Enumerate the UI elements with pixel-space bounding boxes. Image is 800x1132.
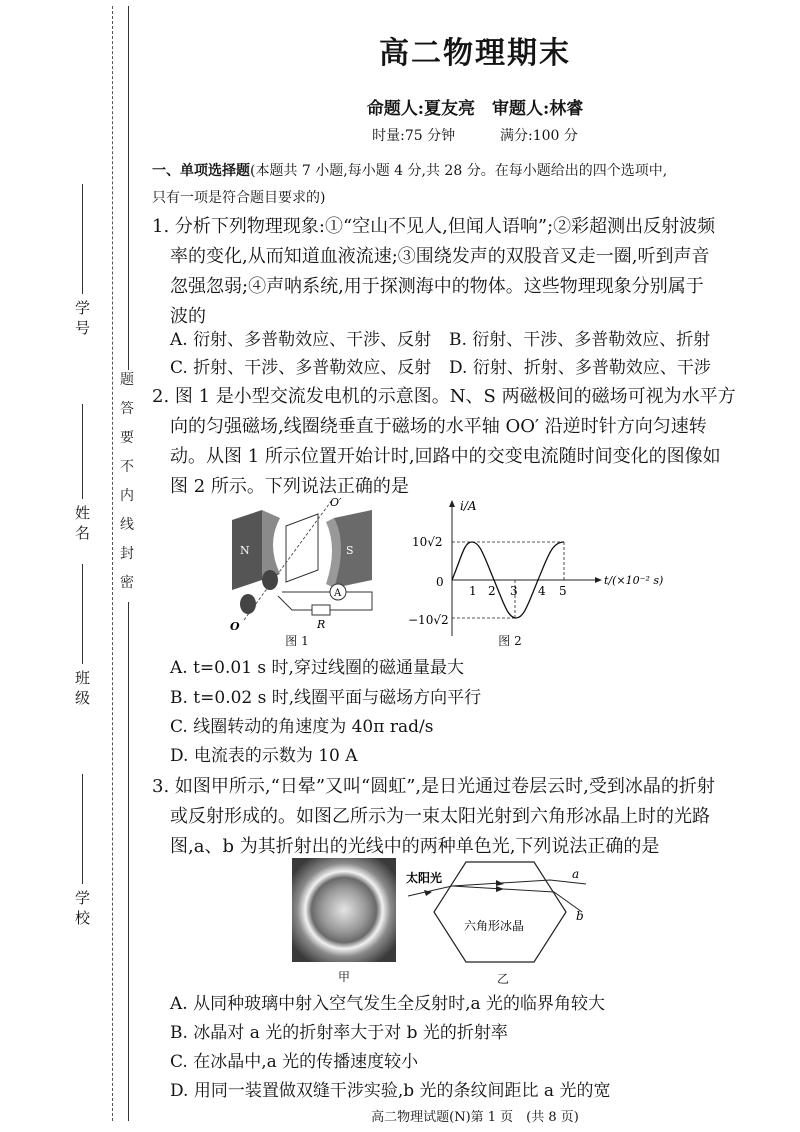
- exam-meta: [150, 125, 800, 145]
- q1-option-c[interactable]: C. 折射、干涉、多普勒效应、反射: [170, 358, 432, 378]
- sunlight-label: 太阳光: [406, 871, 443, 885]
- y-axis-label: i/A: [460, 499, 477, 513]
- q3-option-d[interactable]: D. 用同一装置做双缝干涉实验,b 光的条纹间距比 a 光的宽: [170, 1081, 611, 1101]
- q3-option-c[interactable]: C. 在冰晶中,a 光的传播速度较小: [170, 1052, 419, 1072]
- generator-figure: [222, 492, 382, 642]
- fig2-caption: 图 2: [498, 634, 522, 648]
- section-header: [152, 158, 732, 212]
- x-axis-label: t/(×10⁻² s): [604, 574, 664, 587]
- seal-text: [117, 370, 137, 602]
- fig-jia-caption: 甲: [337, 970, 350, 984]
- x-tick: 4: [538, 584, 546, 598]
- ray-arrow: [496, 886, 504, 892]
- current-graph: [408, 498, 670, 638]
- s-label: S: [346, 544, 354, 557]
- ray-b: [452, 886, 582, 912]
- o-prime-label: O′: [330, 496, 342, 509]
- q1-option-a[interactable]: A. 衍射、多普勒效应、干涉、反射: [170, 330, 432, 350]
- q1-option-d[interactable]: D. 衍射、折射、多普勒效应、干涉: [449, 358, 711, 378]
- resistor: [312, 605, 330, 615]
- ray-a-label: a: [572, 867, 580, 881]
- ray-b-label: b: [576, 909, 584, 923]
- q2-option-b[interactable]: B. t=0.02 s 时,线圈平面与磁场方向平行: [170, 688, 482, 708]
- seal-char: 答: [120, 401, 134, 417]
- binding-margin: [0, 0, 150, 1132]
- n-label: N: [240, 544, 250, 557]
- coil: [286, 514, 318, 582]
- q2-line: 向的匀强磁场,线圈绕垂直于磁场的水平轴 OO′ 沿逆时针方向匀速转: [170, 416, 707, 437]
- y-top-label: 10√2: [412, 535, 443, 549]
- seal-char: 线: [120, 517, 134, 533]
- x-tick: 1: [469, 584, 477, 598]
- x-arrow: [595, 577, 602, 583]
- q1-line: 波的: [170, 306, 206, 327]
- hexagon-light-path: [404, 856, 600, 966]
- slip-ring: [240, 594, 256, 614]
- name-field[interactable]: [72, 400, 92, 540]
- q3-line: 3. 如图甲所示,“日晕”又叫“圆虹”,是日光通过卷层云时,受到冰晶的折射: [152, 776, 715, 797]
- seal-char: 题: [120, 372, 134, 388]
- student-no-label: 学 号: [73, 300, 91, 335]
- class-underline: [82, 564, 83, 664]
- q2-option-a[interactable]: A. t=0.01 s 时,穿过线圈的磁通量最大: [170, 658, 464, 678]
- q1-line: 率的变化,从而知道血液流速;③围绕发声的双股音叉走一圈,听到声音: [170, 246, 710, 267]
- page-footer: 高二物理试题(N)第 1 页 (共 8 页): [371, 1110, 579, 1125]
- q2-line: 2. 图 1 是小型交流发电机的示意图。N、S 两磁极间的磁场可视为水平方: [152, 386, 736, 407]
- crystal-label: 六角形冰晶: [464, 919, 525, 933]
- x-tick: 3: [510, 584, 518, 598]
- wire: [278, 596, 312, 610]
- ammeter-label: A: [334, 588, 342, 599]
- full-score: 满分:100 分: [500, 128, 578, 144]
- q1-option-b[interactable]: B. 衍射、干涉、多普勒效应、折射: [449, 330, 711, 350]
- fig-yi-caption: 乙: [496, 972, 509, 986]
- q3-option-b[interactable]: B. 冰晶对 a 光的折射率大于对 b 光的折射率: [170, 1023, 508, 1043]
- q2-line: 图 2 所示。下列说法正确的是: [170, 476, 409, 497]
- seal-char: 内: [120, 488, 134, 504]
- origin-label: 0: [436, 575, 444, 589]
- n-pole-face: [262, 510, 280, 580]
- seal-char: 封: [120, 546, 134, 562]
- q1-line: 忽强忽弱;④声呐系统,用于探测海中的物体。这些物理现象分别属于: [170, 276, 704, 297]
- resistor-label: R: [317, 618, 326, 631]
- q1-line: 1. 分析下列物理现象:①“空山不见人,但闻人语响”;②彩超测出反射波频: [152, 216, 716, 237]
- name-underline: [82, 404, 83, 499]
- q3-option-a[interactable]: A. 从同种玻璃中射入空气发生全反射时,a 光的临界角较大: [170, 994, 606, 1014]
- hexagon-crystal: [434, 862, 566, 962]
- school-underline: [82, 774, 83, 884]
- seal-char: 密: [120, 575, 134, 591]
- section-desc-2: 只有一项是符合题目要求的): [152, 190, 326, 206]
- q2-line: 动。从图 1 所示位置开始计时,回路中的交变电流随时间变化的图像如: [170, 446, 721, 467]
- o-label: O: [230, 620, 240, 633]
- q3-line: 图,a、b 为其折射出的光线中的两种单色光,下列说法正确的是: [170, 836, 660, 857]
- class-field[interactable]: [72, 560, 92, 705]
- school-label: 学 校: [73, 890, 91, 925]
- x-tick: 5: [559, 584, 567, 598]
- time-limit: 时量:75 分钟: [372, 128, 456, 144]
- seal-char: 要: [120, 430, 134, 446]
- student-no-field[interactable]: [72, 180, 92, 335]
- q3-line: 或反射形成的。如图乙所示为一束太阳光射到六角形冰晶上时的光路: [170, 806, 710, 827]
- section-title: 一、单项选择题: [152, 163, 250, 179]
- x-tick: 2: [488, 584, 496, 598]
- class-label: 班 级: [73, 670, 91, 705]
- fig1-caption: 图 1: [285, 634, 309, 648]
- seal-char: 不: [120, 459, 134, 475]
- halo-image: [292, 858, 396, 962]
- name-label: 姓 名: [73, 505, 91, 540]
- y-bottom-label: −10√2: [408, 613, 449, 627]
- page-title: 高二物理期末: [379, 36, 571, 71]
- q2-option-c[interactable]: C. 线圈转动的角速度为 40π rad/s: [170, 717, 434, 737]
- school-field[interactable]: [72, 770, 92, 925]
- halo-photo: [292, 858, 396, 962]
- slip-ring: [262, 570, 278, 590]
- authors-line: 命题人:夏友亮 审题人:林睿: [366, 99, 584, 119]
- y-arrow: [449, 500, 455, 507]
- section-desc-1: (本题共 7 小题,每小题 4 分,共 28 分。在每小题给出的四个选项中,: [250, 163, 668, 179]
- seal-dashed-line: [112, 6, 113, 1121]
- student-no-underline: [82, 184, 83, 294]
- q2-option-d[interactable]: D. 电流表的示数为 10 A: [170, 746, 358, 766]
